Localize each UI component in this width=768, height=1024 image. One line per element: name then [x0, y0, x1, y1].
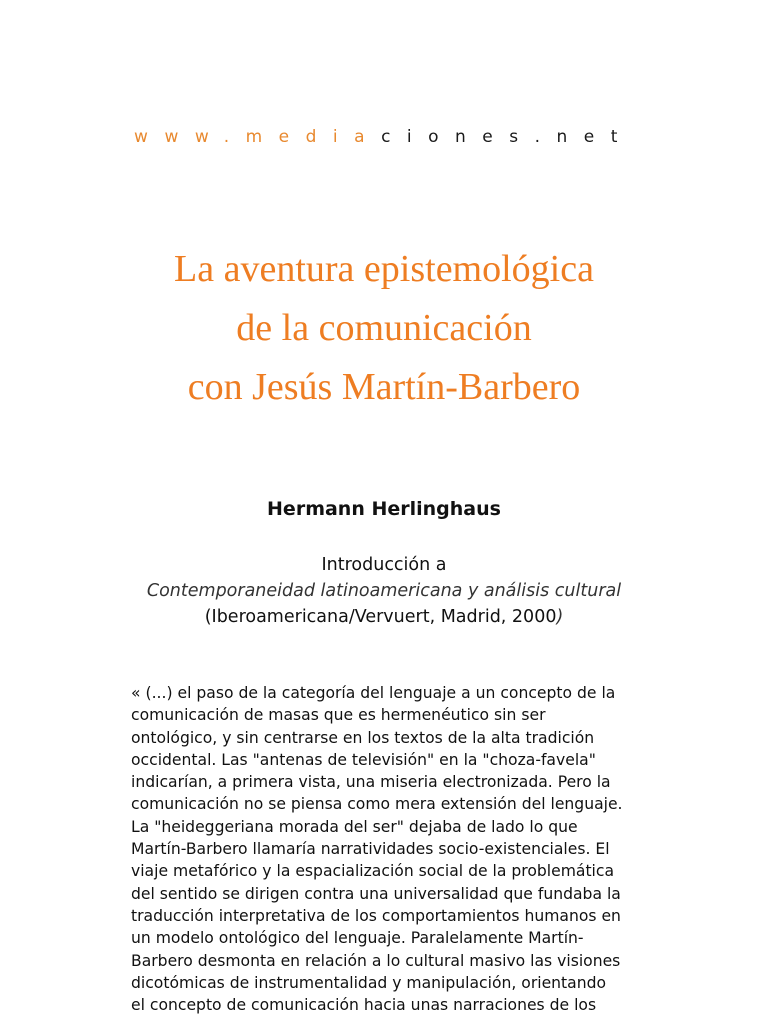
excerpt-line: viaje metafórico y la espacialización social de la problemática: [131, 862, 615, 881]
intro-block: [0, 552, 768, 630]
excerpt-line: ontológico, y sin centrarse en los textos de la alta tradición: [131, 728, 595, 747]
title-line-2: de la comunicación: [236, 307, 532, 349]
author-name: Hermann Herlinghaus: [267, 498, 501, 520]
site-url-header: [0, 126, 768, 148]
title-line-3: con Jesús Martín-Barbero: [187, 366, 581, 408]
excerpt-line: indicarían, a primera vista, una miseria electronizada. Pero la: [131, 773, 611, 792]
site-url-accent: www.media: [134, 127, 382, 147]
publication-info: [0, 604, 768, 630]
excerpt-line: Barbero desmonta en relación a lo cultural masivo las visiones: [131, 951, 621, 970]
excerpt-line: traducción interpretativa de los comportamientos humanos en: [131, 906, 621, 925]
excerpt-line: dicotómicas de instrumentalidad y manipulación, orientando: [131, 973, 607, 992]
excerpt-line: occidental. Las "antenas de televisión" en la "choza-favela": [131, 750, 596, 769]
excerpt-line: un modelo ontológico del lenguaje. Paralelamente Martín-: [131, 929, 584, 948]
excerpt-line: Martín-Barbero llamaría narratividades socio-existenciales. El: [131, 840, 610, 859]
document-title: [0, 240, 768, 417]
excerpt-line: comunicación no se piensa como mera extensión del lenguaje.: [131, 795, 623, 814]
intro-label: Introducción a: [321, 555, 447, 575]
book-title: Contemporaneidad latinoamericana y análisis cultural: [146, 581, 622, 601]
title-line-1: La aventura epistemológica: [174, 248, 594, 290]
publication-text: (Iberoamericana/Vervuert, Madrid, 2000: [204, 607, 557, 627]
excerpt-paragraph: [131, 682, 677, 1016]
excerpt-line: comunicación de masas que es hermenéutico sin ser: [131, 706, 546, 725]
excerpt-line: el concepto de comunicación hacia unas narraciones de los: [131, 996, 597, 1015]
excerpt-line: del sentido se dirigen contra una universalidad que fundaba la: [131, 884, 621, 903]
publication-close: ): [556, 607, 564, 627]
excerpt-line: La "heideggeriana morada del ser" dejaba de lado lo que: [131, 817, 578, 836]
excerpt-line: « (...) el paso de la categoría del lenguaje a un concepto de la: [131, 684, 616, 702]
site-url-rest: ciones.net: [381, 127, 634, 147]
